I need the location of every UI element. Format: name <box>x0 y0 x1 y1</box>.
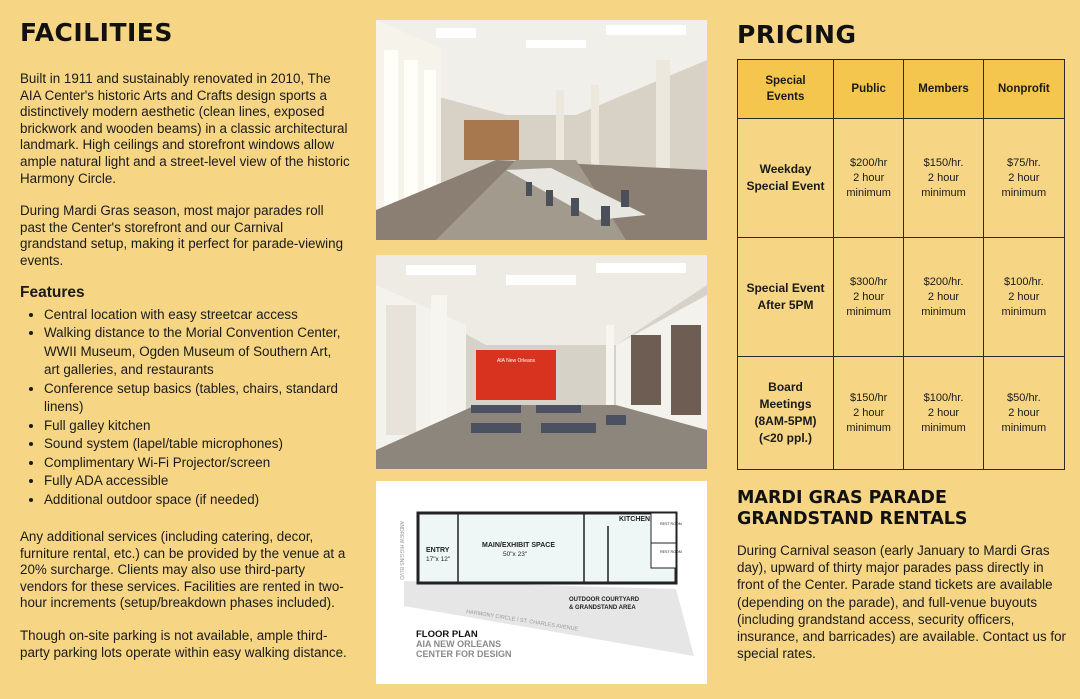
row-label: Board Meetings (8AM-5PM) (<20 ppl.) <box>738 357 834 470</box>
interior-photo-2 <box>376 255 707 469</box>
header-public: Public <box>834 60 904 119</box>
wall-sign-text: AIA New Orleans <box>496 358 536 364</box>
services-paragraph: Any additional services (including catering, decor, furniture rental, etc.) can be provided by the venue at a 20% surcharge. Clients may also use third-party vendors for these services. Facilities are rented in two-hour increments (setup/breakdown phases included). <box>20 529 346 611</box>
header-nonprofit: Nonprofit <box>983 60 1064 119</box>
facilities-intro: Built in 1911 and sustainably renovated in 2010, The AIA Center's historic Arts and Crafts design sports a distinctively modern aesthetic (clean lines, exposed brickwork and wooden beams) in a classic architectural landmark. High ceilings and storefront windows allow ample natural light and a street-level view of the historic Harmony Circle. <box>20 71 350 186</box>
feature-item: • Additional outdoor space (if needed) <box>44 491 350 510</box>
main-space-dimensions: 50"x 23" <box>503 551 528 558</box>
header-members: Members <box>904 60 983 119</box>
features-heading: Features <box>20 283 85 301</box>
feature-item: • Conference setup basics (tables, chairs, standard linens) <box>44 380 350 417</box>
pricing-row-board-meetings <box>738 357 1065 470</box>
courtyard-label-2: & GRANDSTAND AREA <box>569 605 636 611</box>
feature-item: • Fully ADA accessible <box>44 472 350 491</box>
rest-room-label: REST ROOM <box>660 522 682 526</box>
pricing-header-row <box>738 60 1065 119</box>
feature-item: • Full galley kitchen <box>44 417 350 436</box>
feature-item: • Complimentary Wi-Fi Projector/screen <box>44 454 350 473</box>
grandstand-body: During Carnival season (early January to Mardi Gras day), upward of thirty major parades pass directly in front of the Center. Parade stand tickets are available (depending on the parade), and full-venue buyouts (including grandstand access, security officers, insurance, and barricades) are available. Contact us for special rates. <box>737 543 1066 662</box>
pricing-row-weekday <box>738 119 1065 238</box>
feature-item: • Central location with easy streetcar access <box>44 306 350 325</box>
pricing-row-after-5pm <box>738 238 1065 357</box>
floor-plan <box>376 481 707 684</box>
pricing-table <box>737 59 1065 470</box>
floor-plan-heading: FLOOR PLAN <box>416 629 478 640</box>
parking-paragraph: Though on-site parking is not available, ample third-party parking lots operate within easy walking distance. <box>20 628 347 660</box>
header-special-events: Special Events <box>738 60 834 119</box>
kitchen-label: KITCHEN <box>619 516 651 523</box>
price-cell: $200/hr 2 hour minimum <box>834 119 904 238</box>
feature-item: • Walking distance to the Morial Convention Center, WWII Museum, Ogden Museum of Southern Art, art galleries, and restaurants <box>44 324 350 380</box>
price-cell: $300/hr 2 hour minimum <box>834 238 904 357</box>
entry-dimensions: 17"x 12" <box>426 556 451 563</box>
price-cell: $100/hr. 2 hour minimum <box>904 357 983 470</box>
price-cell: $100/hr. 2 hour minimum <box>983 238 1064 357</box>
interior-photo-1 <box>376 20 707 240</box>
price-cell: $200/hr. 2 hour minimum <box>904 238 983 357</box>
price-cell: $150/hr. 2 hour minimum <box>904 119 983 238</box>
street-label-bottom: HARMONY CIRCLE / ST. CHARLES AVENUE <box>465 609 579 633</box>
row-label: Special Event After 5PM <box>738 238 834 357</box>
floor-plan-org-2: CENTER FOR DESIGN <box>416 649 512 659</box>
price-cell: $150/hr 2 hour minimum <box>834 357 904 470</box>
pricing-title: PRICING <box>737 20 857 49</box>
feature-item: • Sound system (lapel/table microphones) <box>44 435 350 454</box>
facilities-title: FACILITIES <box>20 18 173 47</box>
main-space-label: MAIN/EXHIBIT SPACE <box>482 542 555 549</box>
floor-plan-org: AIA NEW ORLEANS <box>416 639 502 649</box>
pricing-column <box>737 20 1067 662</box>
facilities-column <box>20 18 350 677</box>
price-cell: $50/hr. 2 hour minimum <box>983 357 1064 470</box>
courtyard-label: OUTDOOR COURTYARD <box>569 597 640 603</box>
features-list <box>20 306 350 510</box>
facilities-mardi-gras: During Mardi Gras season, most major parades roll past the Center's storefront and our Carnival grandstand setup, making it perfect for parade-viewing events. <box>20 203 344 268</box>
price-cell: $75/hr. 2 hour minimum <box>983 119 1064 238</box>
rest-room-label: REST ROOM <box>660 550 682 554</box>
row-label: Weekday Special Event <box>738 119 834 238</box>
street-label-left: ANDREW HIGGINS BLVD <box>398 521 404 580</box>
grandstand-title: MARDI GRAS PARADE GRANDSTAND RENTALS <box>737 488 968 529</box>
entry-label: ENTRY <box>426 547 450 554</box>
